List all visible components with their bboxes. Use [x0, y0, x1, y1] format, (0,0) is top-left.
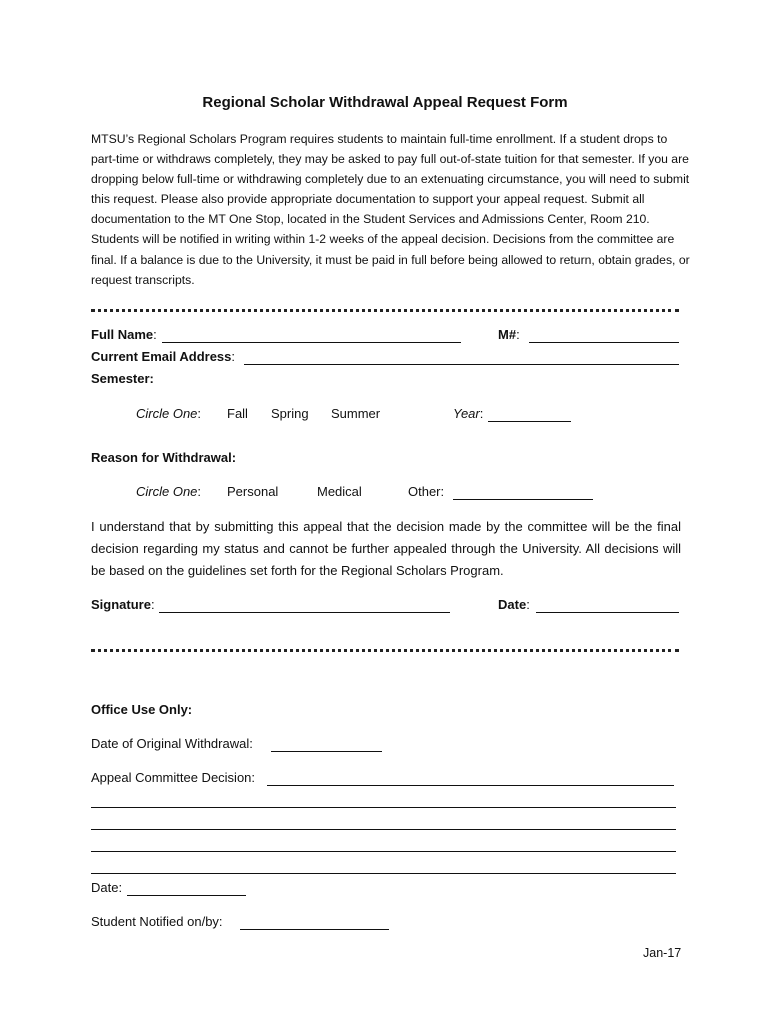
full-name-label-group: Full Name:	[91, 327, 157, 342]
dotted-divider-bottom	[91, 649, 679, 652]
reason-option-other-label: Other:	[408, 484, 445, 499]
year-label: Year	[453, 406, 480, 421]
office-use-heading: Office Use Only:	[91, 702, 193, 717]
signature-date-label: Date	[498, 597, 527, 612]
original-withdrawal-input[interactable]	[271, 751, 382, 752]
signature-date-input[interactable]	[536, 612, 679, 613]
signature-label: Signature	[91, 597, 151, 612]
page-title: Regional Scholar Withdrawal Appeal Request Form	[202, 94, 568, 111]
email-input[interactable]	[244, 364, 679, 365]
committee-decision-line-5[interactable]	[91, 873, 676, 874]
office-date-input[interactable]	[127, 895, 246, 896]
reason-label: Reason for Withdrawal:	[91, 450, 237, 465]
form-version: Jan-17	[643, 946, 682, 960]
student-notified-label: Student Notified on/by:	[91, 914, 223, 929]
original-withdrawal-label: Date of Original Withdrawal:	[91, 736, 253, 751]
semester-option-spring[interactable]: Spring	[271, 406, 309, 421]
committee-decision-line-4[interactable]	[91, 851, 676, 852]
signature-input[interactable]	[159, 612, 450, 613]
semester-circle-one: Circle One:	[136, 406, 202, 421]
office-date-label: Date:	[91, 880, 123, 895]
committee-decision-label: Appeal Committee Decision:	[91, 770, 256, 785]
reason-circle-one: Circle One:	[136, 484, 202, 499]
reason-other-input[interactable]	[453, 499, 593, 500]
intro-paragraph: MTSU’s Regional Scholars Program requires students to maintain full-time enrollment. If a student drops to part-time or withdraws completely, they may be asked to pay full out-of-state tuition for that semester. If you are dropping below full-time or withdrawing completely due to an extenuating circumstance, you will need to submit this request. Please also provide appropriate documentation to support your appeal request. Submit all documentation to the MT One Stop, located in the Student Services and Admissions Center, Room 210. Students will be notified in writing within 1-2 weeks of the appeal decision. Decisions from the committee are final. If a balance is due to the University, it must be paid in full before being allowed to return, obtain grades, or request transcripts.	[91, 132, 690, 287]
email-label-group: Current Email Address:	[91, 349, 236, 364]
semester-option-fall[interactable]: Fall	[227, 406, 248, 421]
m-number-label-group: M#:	[498, 327, 520, 342]
email-label: Current Email Address	[91, 349, 232, 364]
semester-option-summer[interactable]: Summer	[331, 406, 381, 421]
m-number-input[interactable]	[529, 342, 679, 343]
reason-option-medical[interactable]: Medical	[317, 484, 362, 499]
student-notified-input[interactable]	[240, 929, 389, 930]
m-number-label: M#	[498, 327, 517, 342]
acknowledgement-paragraph: I understand that by submitting this appeal that the decision made by the committee will be the final decision regarding my status and cannot be further appealed through the University. All decisions will be based on the guidelines set forth for the Regional Scholars Program.	[91, 519, 681, 578]
year-input[interactable]	[488, 421, 571, 422]
committee-decision-input[interactable]	[267, 785, 674, 786]
full-name-label: Full Name	[91, 327, 154, 342]
signature-date-label-group: Date:	[498, 597, 530, 612]
dotted-divider-top	[91, 309, 679, 312]
semester-label: Semester:	[91, 371, 154, 386]
year-label-group: Year:	[453, 406, 484, 421]
signature-label-group: Signature:	[91, 597, 155, 612]
full-name-input[interactable]	[162, 342, 461, 343]
committee-decision-line-2[interactable]	[91, 807, 676, 808]
committee-decision-line-3[interactable]	[91, 829, 676, 830]
reason-option-personal[interactable]: Personal	[227, 484, 279, 499]
